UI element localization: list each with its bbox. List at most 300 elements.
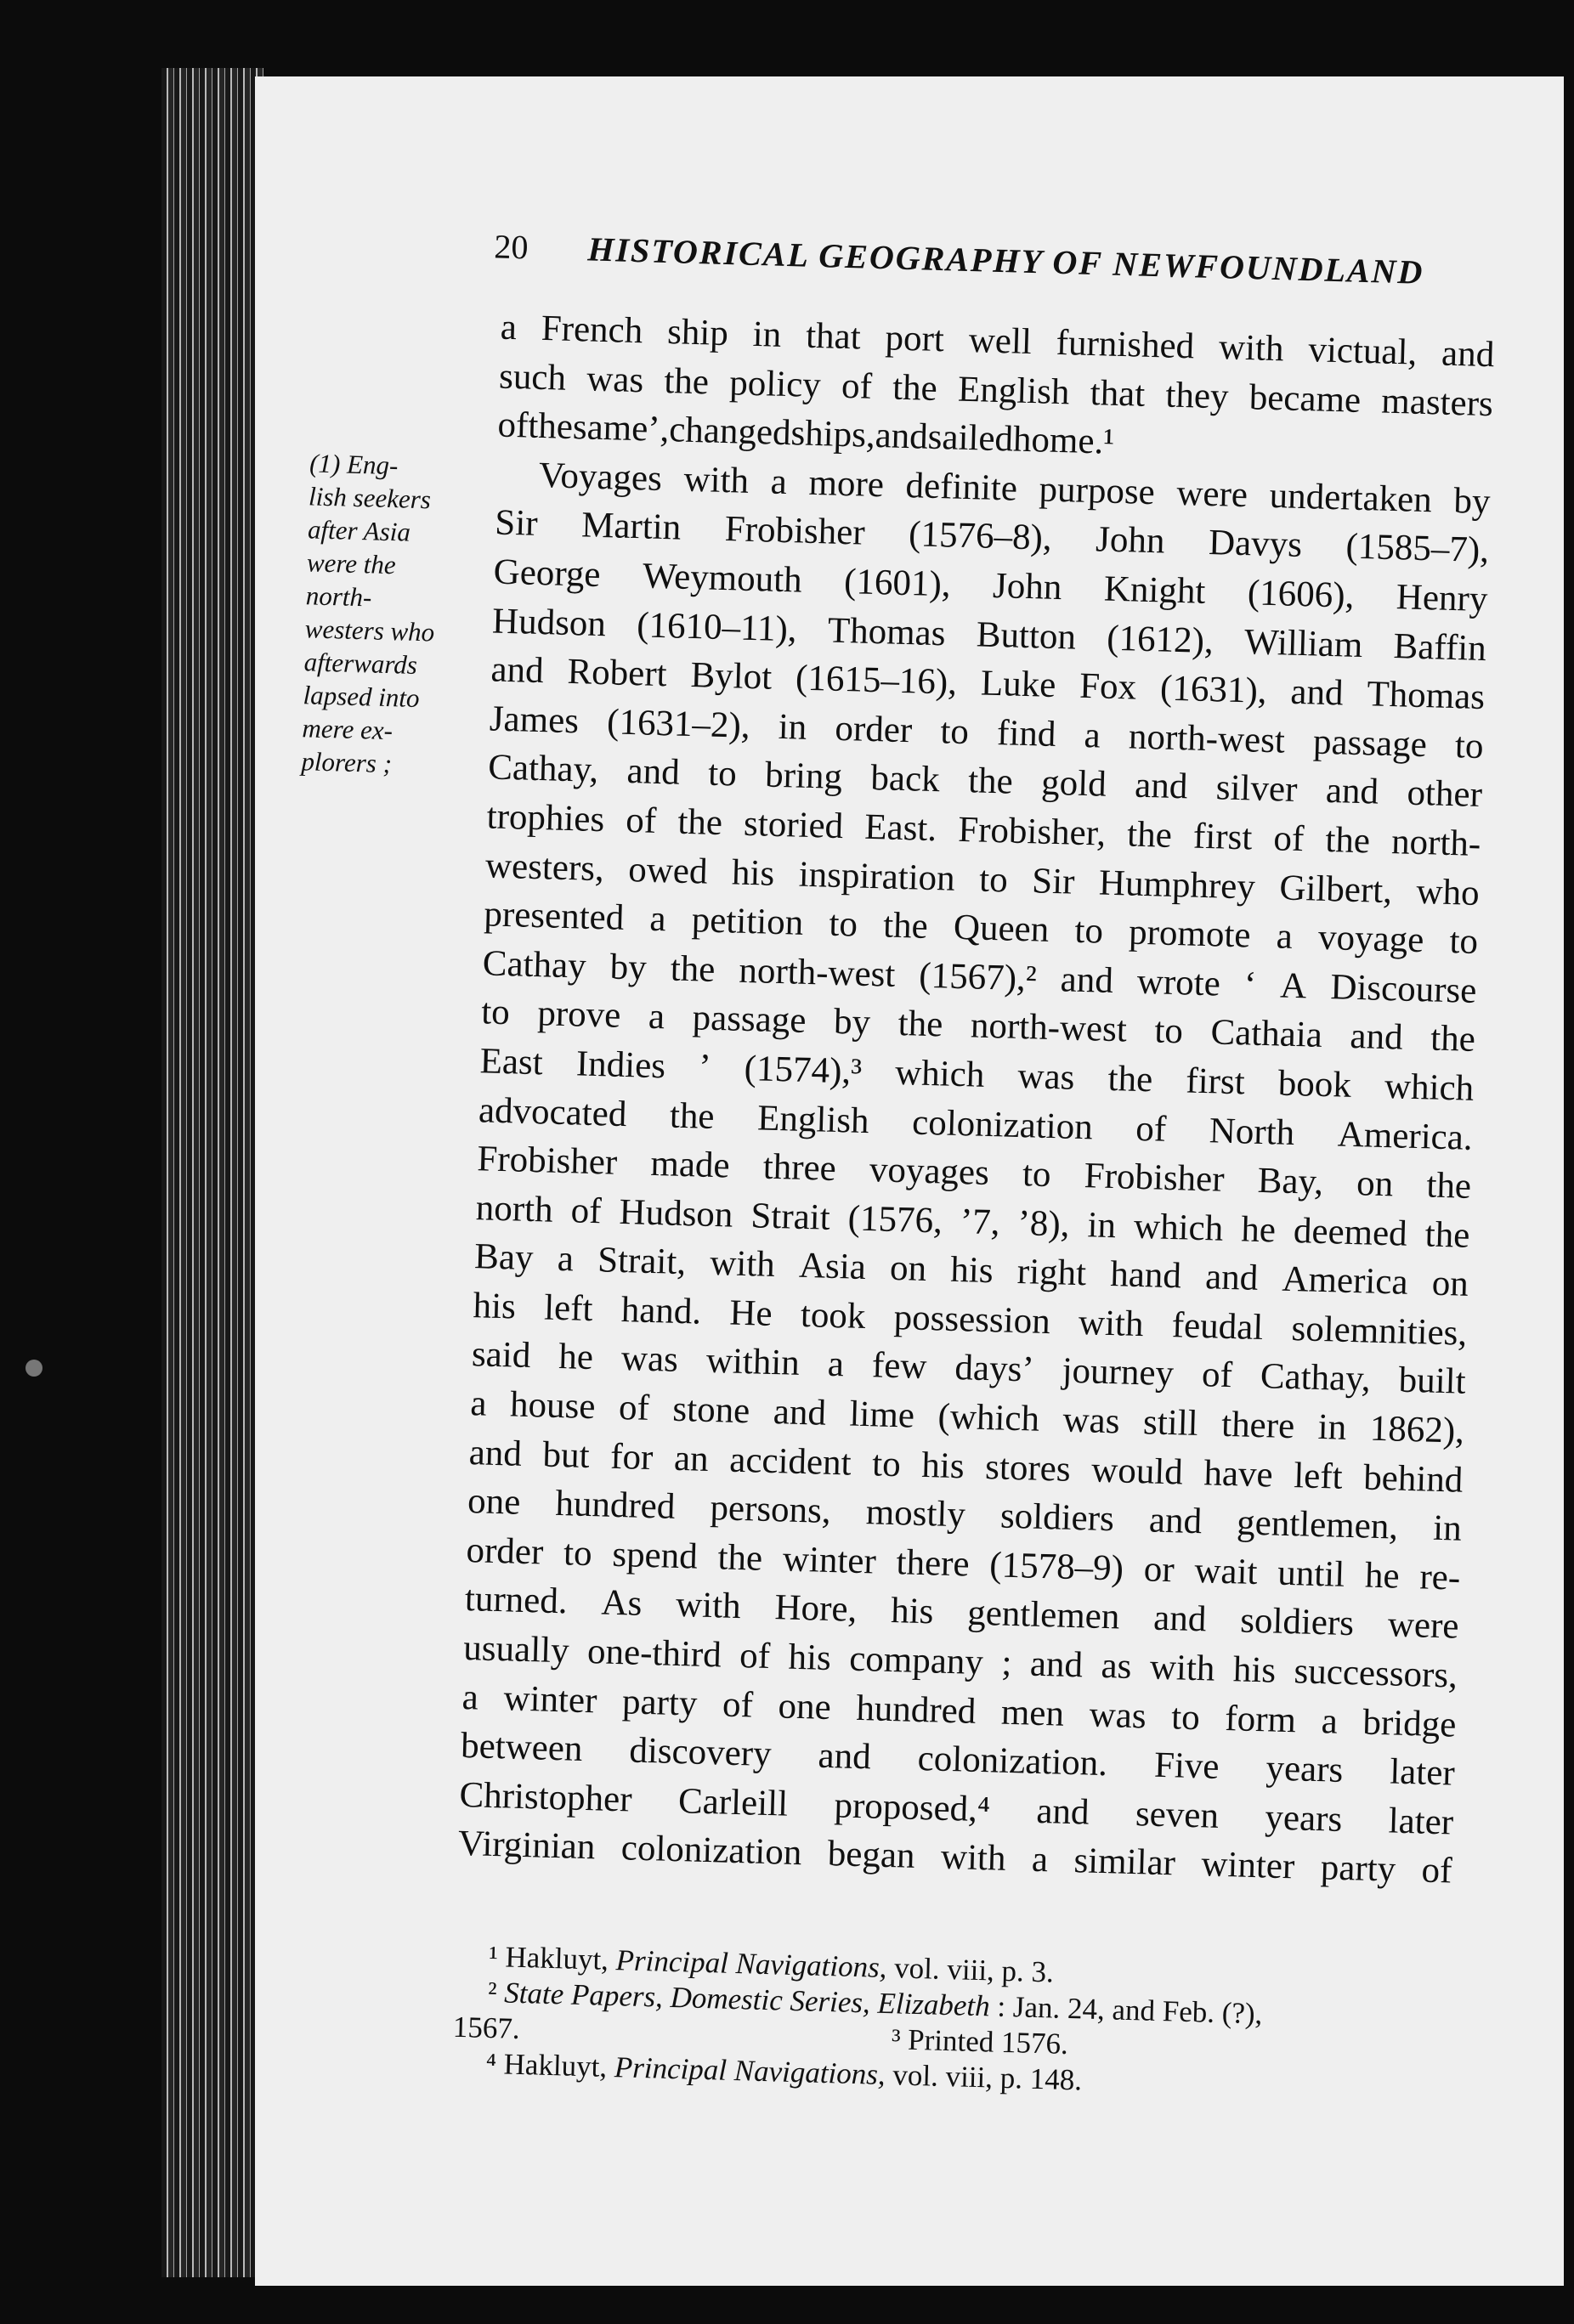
word: winter: [782, 1539, 877, 1582]
word: his: [949, 1250, 994, 1292]
word: bridge: [1362, 1702, 1457, 1745]
word: that: [805, 315, 862, 358]
word: mostly: [865, 1492, 966, 1535]
word: Humphrey: [1098, 862, 1256, 908]
word: As: [600, 1582, 643, 1625]
word: turned.: [464, 1579, 569, 1622]
sidenote-line: afterwards: [303, 647, 418, 680]
word: Davys: [1208, 523, 1303, 566]
word: well: [968, 319, 1033, 363]
word: on: [889, 1248, 927, 1290]
word: hundred: [554, 1484, 677, 1528]
word: (1574),³: [744, 1048, 863, 1092]
word: and: [875, 416, 929, 457]
word: voyage: [1317, 917, 1424, 961]
word: a: [827, 1344, 845, 1385]
word: which: [1384, 1066, 1475, 1109]
word: and: [1204, 1257, 1259, 1299]
word: to: [1170, 1696, 1201, 1738]
word: a: [469, 1383, 488, 1424]
word: Carleill: [677, 1780, 789, 1824]
word: he: [1364, 1555, 1401, 1597]
word: (1585–7),: [1345, 526, 1490, 571]
word: between: [460, 1726, 584, 1770]
word: became: [1248, 376, 1362, 421]
word: until: [1277, 1552, 1345, 1595]
word: order: [834, 708, 913, 751]
word: re-: [1418, 1557, 1461, 1598]
word: Frobisher: [724, 509, 866, 554]
word: prove: [536, 993, 621, 1037]
word: form: [1224, 1698, 1297, 1740]
word: colonization.: [917, 1739, 1108, 1784]
word: more: [807, 462, 885, 506]
word: a: [500, 307, 518, 348]
word: owed: [627, 849, 709, 892]
word: Martin: [580, 505, 682, 548]
word: in: [1432, 1508, 1463, 1549]
word: hundred: [855, 1688, 977, 1732]
word: in: [1317, 1407, 1347, 1448]
word: to: [1448, 921, 1479, 963]
word: silver: [1215, 767, 1299, 811]
word: to: [828, 903, 858, 945]
word: and: [1148, 1500, 1203, 1542]
footnote-2-3: 1567. ³ Printed 1576.: [452, 2010, 1069, 2061]
word: spend: [611, 1534, 699, 1577]
word: Strait: [750, 1195, 831, 1238]
word: Cathay,: [487, 747, 599, 791]
word: made: [649, 1143, 731, 1186]
word: Thomas: [827, 610, 947, 653]
word: of: [841, 365, 873, 407]
word: in: [1086, 1204, 1117, 1246]
word: ’,: [647, 409, 671, 450]
word: of: [739, 1636, 771, 1677]
word: definite: [904, 465, 1018, 509]
word: Voyages: [538, 455, 663, 499]
word: a: [1276, 916, 1294, 957]
word: with: [940, 1837, 1007, 1880]
word: there: [895, 1542, 971, 1585]
word: the: [1126, 814, 1173, 856]
word: A: [1279, 965, 1308, 1007]
word: purpose: [1039, 469, 1156, 512]
word: of: [618, 1388, 650, 1429]
word: sailed: [927, 416, 1014, 460]
word: with: [709, 1243, 776, 1286]
word: (1615–16),: [795, 658, 958, 703]
word: French: [541, 308, 643, 352]
word: and: [1035, 1790, 1090, 1833]
word: the: [1324, 819, 1371, 862]
word: hand.: [620, 1289, 702, 1332]
word: Henry: [1396, 577, 1488, 620]
word: to: [563, 1533, 593, 1574]
word: passage: [692, 998, 807, 1042]
word: East.: [863, 806, 937, 850]
word: of: [1421, 1850, 1453, 1891]
sidenote-line: north-: [305, 580, 372, 613]
word: later: [1388, 1801, 1454, 1843]
word: ‘: [1243, 964, 1257, 1005]
word: left: [1293, 1455, 1344, 1497]
word: East: [479, 1041, 544, 1083]
word: Five: [1153, 1744, 1220, 1788]
word: English: [957, 369, 1071, 412]
word: of: [1272, 818, 1305, 860]
word: (1631–2),: [606, 702, 751, 746]
word: Hudson: [619, 1191, 734, 1236]
word: north-west: [1128, 716, 1286, 761]
word: discovery: [628, 1730, 773, 1775]
word: (1576–8),: [908, 514, 1053, 559]
word: order: [465, 1530, 544, 1573]
word: Christopher: [458, 1774, 633, 1820]
word: days’: [954, 1348, 1035, 1391]
word: (1601),: [843, 561, 952, 605]
word: colonization: [911, 1101, 1094, 1147]
word: (1631),: [1159, 668, 1268, 712]
word: Bylot: [689, 655, 773, 698]
word: ships,: [790, 413, 876, 456]
word: and: [1441, 333, 1495, 376]
word: took: [800, 1294, 867, 1337]
word: Frobisher,: [957, 809, 1107, 854]
word: the: [892, 367, 938, 409]
word: wait: [1193, 1550, 1259, 1592]
word: on: [1356, 1163, 1394, 1205]
word: were: [1175, 472, 1248, 515]
word: Sir: [1031, 860, 1076, 902]
word: feudal: [1171, 1304, 1264, 1348]
footnote-1: ¹ Hakluyt, Principal Navigations, vol. viii, p. 3.: [488, 1939, 1055, 1989]
word: possession: [893, 1297, 1051, 1342]
word: stone: [671, 1388, 750, 1432]
word: to: [1153, 1010, 1184, 1052]
word: to: [978, 859, 1009, 901]
word: he: [1240, 1209, 1277, 1251]
word: ’8),: [1016, 1202, 1071, 1245]
word: presented: [483, 894, 625, 939]
word: north-: [1390, 822, 1481, 864]
word: which: [894, 1052, 985, 1095]
word: for: [609, 1436, 654, 1478]
word: with: [675, 1585, 742, 1627]
word: such: [498, 356, 567, 399]
word: Fox: [1079, 665, 1137, 708]
word: westers,: [484, 845, 605, 889]
word: as: [1100, 1645, 1133, 1687]
word: an: [673, 1438, 710, 1479]
word: would: [1090, 1450, 1184, 1493]
word: to: [1022, 1154, 1052, 1196]
word: his: [1232, 1649, 1277, 1691]
word: (1606),: [1247, 573, 1355, 616]
sidenote-line: after Asia: [307, 514, 411, 547]
word: trophies: [486, 796, 605, 840]
word: the: [967, 761, 1014, 802]
word: the: [897, 1004, 943, 1045]
word: (1578–9): [988, 1545, 1124, 1589]
word: ship: [666, 312, 729, 354]
word: which: [1133, 1206, 1224, 1249]
word: John: [1095, 519, 1166, 562]
word: his: [890, 1591, 935, 1632]
word: by: [833, 1002, 871, 1043]
word: was: [1062, 1399, 1121, 1442]
word: with: [1078, 1302, 1145, 1345]
word: and: [1349, 1016, 1404, 1058]
word: (1610–11),: [636, 604, 798, 650]
word: find: [996, 712, 1057, 755]
word: was: [586, 359, 644, 400]
word: the: [527, 405, 574, 448]
word: book: [1277, 1063, 1352, 1105]
word: Gilbert,: [1278, 867, 1393, 911]
word: was: [1089, 1694, 1147, 1737]
word: James: [489, 698, 580, 742]
word: the: [1424, 1214, 1470, 1256]
word: Sir: [494, 502, 539, 545]
word: right: [1016, 1252, 1087, 1294]
word: and: [1152, 1598, 1208, 1640]
word: He: [728, 1292, 773, 1334]
word: first: [1192, 816, 1253, 858]
word: and: [1029, 1643, 1084, 1686]
word: similar: [1073, 1841, 1176, 1884]
word: by: [1452, 480, 1492, 522]
word: a: [770, 461, 788, 502]
word: bring: [764, 755, 843, 798]
word: Frobisher: [476, 1139, 618, 1183]
word: Asia: [798, 1246, 867, 1288]
footnote-2: ² State Papers, Domestic Series, Elizabeth : Jan. 24, and Feb. (?),: [487, 1975, 1263, 2031]
word: lime: [848, 1394, 915, 1436]
word: of: [496, 404, 529, 446]
word: a: [557, 1239, 575, 1280]
word: one: [467, 1481, 521, 1524]
word: Cathay,: [1260, 1356, 1372, 1400]
word: Strait,: [597, 1240, 687, 1283]
word: a: [648, 997, 665, 1038]
word: Indies: [575, 1043, 666, 1087]
word: colonization: [620, 1828, 803, 1874]
word: wrote: [1136, 961, 1221, 1004]
word: a: [461, 1677, 479, 1718]
word: voyages: [869, 1150, 990, 1194]
word: still: [1142, 1402, 1199, 1445]
sidenote-line: lish seekers: [308, 481, 432, 515]
word: ’7,: [960, 1201, 1001, 1243]
word: Robert: [566, 652, 668, 695]
word: Baffin: [1393, 625, 1487, 669]
word: Hudson: [491, 601, 607, 644]
word: victual,: [1307, 330, 1418, 373]
word: within: [705, 1341, 801, 1384]
word: and: [773, 1392, 827, 1433]
page-number: 20: [493, 227, 529, 267]
footnote-4: ⁴ Hakluyt, Principal Navigations, vol. viii, p. 148.: [485, 2046, 1083, 2097]
word: a: [1031, 1840, 1049, 1880]
body-text: [457, 303, 1495, 1897]
word: and: [490, 649, 545, 692]
word: Weymouth: [642, 556, 803, 601]
scan-speck: [25, 1360, 42, 1377]
word: ’: [698, 1047, 712, 1088]
word: north: [475, 1187, 554, 1230]
word: first: [1185, 1060, 1246, 1103]
word: there: [1220, 1404, 1295, 1447]
word: left: [543, 1287, 594, 1329]
word: to: [707, 753, 738, 794]
sidenote-line: (1) Eng-: [309, 448, 399, 481]
sidenote-line: lapsed into: [303, 680, 421, 714]
word: his: [473, 1286, 517, 1327]
word: was: [620, 1338, 679, 1381]
word: few: [871, 1345, 928, 1388]
word: William: [1243, 621, 1363, 665]
word: they: [1164, 375, 1230, 417]
word: with: [682, 459, 750, 501]
word: his: [731, 851, 775, 894]
word: furnished: [1056, 322, 1195, 367]
word: policy: [728, 362, 822, 405]
word: Button: [976, 614, 1077, 658]
word: Virginian: [457, 1824, 597, 1868]
sidenote-line: plorers ;: [300, 746, 393, 779]
word: persons,: [709, 1488, 832, 1532]
running-title: HISTORICAL GEOGRAPHY OF NEWFOUNDLAND: [586, 229, 1425, 291]
sidenote-line: were the: [306, 547, 397, 580]
word: gentlemen: [966, 1592, 1121, 1637]
word: journey: [1062, 1350, 1175, 1394]
word: hand: [1109, 1254, 1182, 1297]
word: in: [778, 706, 807, 748]
word: men: [1000, 1692, 1065, 1734]
word: Queen: [953, 907, 1050, 950]
word: by: [609, 947, 648, 988]
word: same: [572, 407, 648, 450]
word: Hore,: [773, 1587, 858, 1631]
word: company: [848, 1638, 984, 1683]
word: the: [1425, 1165, 1472, 1207]
word: Knight: [1103, 568, 1207, 612]
word: Bay: [473, 1236, 535, 1279]
word: other: [1406, 772, 1483, 816]
word: and: [1289, 671, 1345, 714]
word: port: [884, 318, 945, 360]
word: accident: [728, 1439, 852, 1484]
margin-sidenote: [301, 446, 480, 782]
word: the: [670, 948, 716, 990]
word: promote: [1128, 912, 1252, 956]
word: home.¹: [1012, 419, 1115, 462]
word: stores: [984, 1446, 1072, 1490]
word: Thomas: [1366, 674, 1486, 718]
word: America: [1281, 1258, 1409, 1303]
word: and: [1134, 765, 1188, 807]
word: years: [1265, 1748, 1344, 1791]
word: ;: [1000, 1643, 1013, 1684]
word: of: [1201, 1354, 1233, 1396]
word: to: [480, 992, 511, 1033]
sidenote-line: westers who: [304, 614, 435, 647]
word: behind: [1362, 1457, 1464, 1501]
word: his: [787, 1637, 832, 1679]
word: winter: [1200, 1844, 1295, 1887]
word: gentlemen,: [1236, 1502, 1399, 1547]
word: the: [1107, 1058, 1153, 1100]
word: changed: [668, 410, 792, 454]
word: a: [648, 898, 667, 940]
word: (1576,: [847, 1198, 943, 1241]
word: built: [1398, 1360, 1467, 1403]
word: to: [939, 710, 970, 752]
word: (1612),: [1106, 618, 1214, 661]
word: later: [1389, 1751, 1456, 1794]
word: in: [752, 314, 782, 355]
word: petition: [691, 900, 804, 943]
word: storied: [743, 803, 844, 846]
word: house: [509, 1384, 597, 1428]
word: said: [471, 1334, 531, 1377]
word: (which: [937, 1396, 1040, 1439]
word: and: [468, 1432, 523, 1474]
word: and: [1325, 771, 1379, 812]
word: passage: [1312, 721, 1428, 765]
word: deemed: [1293, 1210, 1408, 1254]
sidenote-line: mere ex-: [302, 713, 394, 746]
word: of: [1135, 1108, 1167, 1150]
word: the: [716, 1537, 763, 1579]
word: or: [1143, 1549, 1175, 1591]
word: gold: [1040, 762, 1107, 806]
word: masters: [1380, 381, 1494, 424]
word: to: [1073, 910, 1104, 952]
word: party: [621, 1681, 699, 1724]
word: Discourse: [1329, 966, 1478, 1011]
word: of: [625, 800, 657, 841]
word: was: [1016, 1055, 1076, 1098]
word: John: [992, 565, 1063, 608]
word: a: [1084, 715, 1101, 756]
word: English: [756, 1097, 870, 1141]
word: advocated: [478, 1089, 627, 1134]
word: three: [762, 1146, 837, 1190]
word: (1567),²: [918, 955, 1038, 999]
word: the: [669, 1095, 716, 1137]
word: proposed,⁴: [833, 1785, 991, 1830]
word: undertaken: [1269, 475, 1433, 521]
page-content: [200, 59, 1570, 2304]
word: the: [882, 905, 929, 947]
word: North: [1209, 1110, 1295, 1153]
word: America.: [1337, 1113, 1474, 1158]
word: years: [1264, 1797, 1343, 1840]
word: Bay,: [1257, 1160, 1324, 1203]
word: winter: [502, 1677, 598, 1721]
word: one: [778, 1685, 832, 1727]
word: soldiers: [999, 1496, 1115, 1540]
word: usually: [462, 1628, 570, 1671]
word: to: [1454, 725, 1485, 766]
word: one-third: [586, 1631, 722, 1676]
word: have: [1203, 1452, 1274, 1496]
word: and: [818, 1735, 872, 1778]
word: soldiers: [1239, 1600, 1355, 1644]
word: George: [493, 551, 602, 595]
